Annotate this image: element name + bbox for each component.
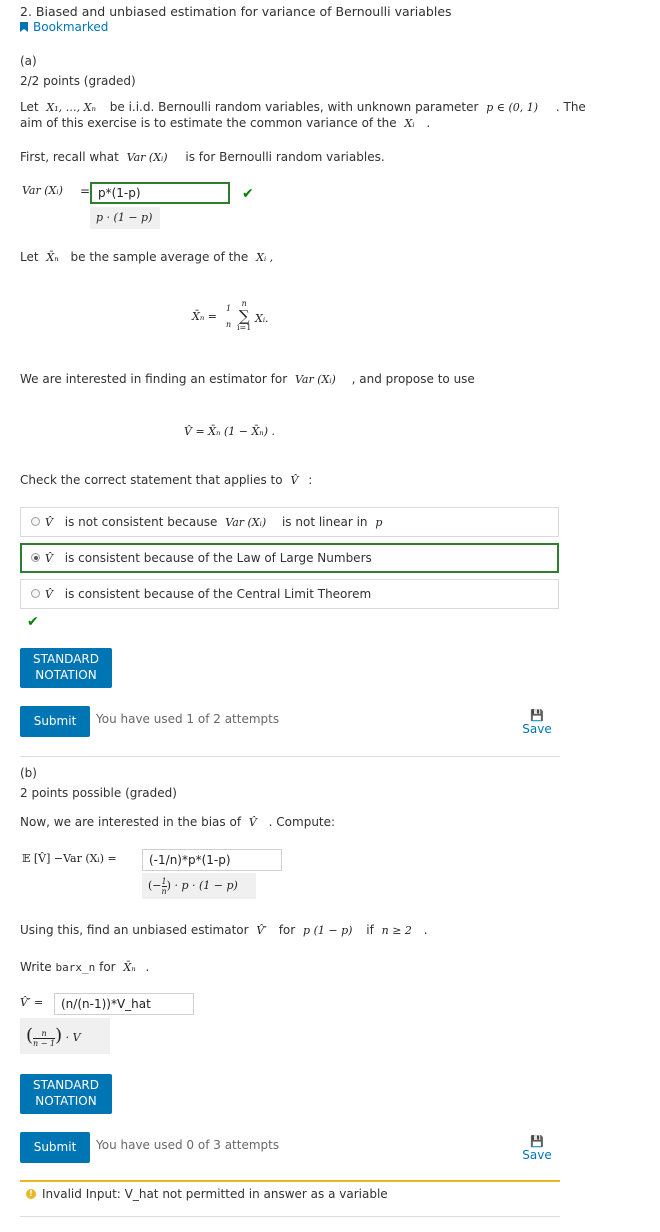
attempts-text: You have used 1 of 2 attempts — [96, 712, 280, 726]
radio-button[interactable] — [31, 517, 40, 526]
variance-answer-preview: p · (1 − p) — [90, 207, 160, 229]
standard-notation-button[interactable] — [20, 1074, 112, 1114]
unbiased-estimator-line — [20, 923, 428, 937]
part-b-intro-v-math: V̂ — [248, 816, 257, 829]
formula-frac-bot: n — [226, 320, 232, 329]
warning-text: Invalid Input: V_hat not permitted in answer as a variable — [42, 1187, 388, 1201]
estimator-var-math: Var (Xᵢ) — [294, 373, 336, 386]
section-divider — [20, 756, 560, 757]
save-button[interactable] — [518, 1136, 556, 1162]
choice-not-consistent[interactable] — [20, 507, 559, 537]
formula-fraction — [226, 304, 231, 330]
choice-central-limit-theorem[interactable] — [20, 579, 559, 609]
correct-check-icon: ✔ — [27, 614, 39, 630]
intro-line2-text: aim of this exercise is to estimate the common variance of the — [20, 116, 397, 130]
bookmark-toggle[interactable] — [20, 20, 108, 34]
part-a-intro-line1 — [20, 100, 586, 114]
check-v-math: V̂ — [290, 474, 299, 487]
write-code: barx_n — [55, 961, 96, 974]
sample-avg-text: Let — [20, 250, 39, 264]
unbiased-text: Using this, find an unbiased estimator — [20, 923, 249, 937]
unbiased-p-math: p (1 − p) — [303, 924, 353, 937]
unbiased-estimator-preview: ( $\frac{n}{n - 1}$ ) · V — [20, 1018, 110, 1054]
vprime-label: V̂′ = — [20, 996, 44, 1009]
notation-line2: NOTATION — [35, 668, 97, 682]
vprime-preview-rest: · V — [65, 1031, 81, 1044]
choice-v-math: V̂ — [45, 588, 53, 601]
choice-label: is consistent because of the Central Limit Theorem — [64, 587, 372, 601]
recall-line — [20, 150, 385, 164]
unbiased-estimator-input[interactable]: (n/(n-1))*V_hat — [54, 993, 194, 1015]
check-statement-line — [20, 473, 312, 487]
choice-text — [45, 551, 372, 565]
sample-average-line — [20, 250, 273, 264]
bias-answer-input[interactable]: (-1/n)*p*(1-p) — [142, 849, 282, 871]
write-text-2: for — [99, 960, 116, 974]
part-b-points: 2 points possible (graded) — [20, 786, 177, 800]
sample-avg-var-math: X̄ₙ — [46, 251, 59, 264]
notation-line1: STANDARD — [32, 1078, 100, 1092]
estimator-text-2: , and propose to use — [351, 372, 475, 386]
choice-v-math: V̂ — [45, 552, 53, 565]
attempts-text: You have used 0 of 3 attempts — [96, 1138, 280, 1152]
check-colon: : — [308, 473, 313, 487]
submit-button[interactable]: Submit — [20, 706, 90, 737]
choice-v-math: V̂ — [45, 516, 53, 529]
warning-message — [20, 1180, 560, 1206]
intro-text: Let — [20, 100, 39, 114]
sample-avg-xi-math: Xᵢ , — [256, 251, 274, 264]
bookmark-icon — [20, 22, 28, 32]
vprime-preview-fraction — [33, 1029, 55, 1048]
check-text: Check the correct statement that applies to — [20, 473, 283, 487]
part-a-points: 2/2 points (graded) — [20, 74, 136, 88]
notation-line2: NOTATION — [35, 1094, 97, 1108]
formula-lhs: X̄ₙ = — [192, 310, 218, 323]
intro-text-3: . The — [555, 100, 586, 114]
bookmark-label: Bookmarked — [33, 20, 109, 34]
notation-line1: STANDARD — [32, 652, 100, 666]
write-var-math: X̄ₙ — [123, 961, 136, 974]
write-instruction-line — [20, 960, 149, 974]
unbiased-cond-math: n ≥ 2 — [381, 924, 412, 937]
bias-answer-preview: (− $\frac{1}{n}$ ) · p · (1 − p) — [142, 873, 256, 899]
choice-var-math: Var (Xᵢ) — [225, 516, 267, 529]
write-dot: . — [145, 960, 150, 974]
bias-frac-top: 1 — [161, 876, 167, 886]
standard-notation-button[interactable] — [20, 648, 112, 688]
bias-label: 𝔼 [V̂] −Var (Xᵢ) = — [22, 852, 117, 865]
write-text: Write — [20, 960, 52, 974]
var-label: Var (Xᵢ) — [22, 184, 63, 197]
formula-summation — [237, 299, 251, 333]
radio-button-selected[interactable] — [31, 553, 40, 562]
choice-law-of-large-numbers[interactable] — [20, 543, 559, 573]
estimator-line — [20, 372, 475, 386]
unbiased-v-math: V̂′ — [256, 924, 267, 937]
save-label: Save — [522, 722, 552, 736]
part-b-intro-text-2: . Compute: — [268, 815, 336, 829]
intro-dot: . — [426, 116, 431, 130]
choice-label: is not consistent because — [64, 515, 218, 529]
problem-title: 2. Biased and unbiased estimation for variance of Bernoulli variables — [20, 4, 452, 19]
radio-button[interactable] — [31, 589, 40, 598]
part-b-label: (b) — [20, 766, 37, 780]
bias-frac-bot: n — [161, 886, 167, 896]
warning-icon: ! — [26, 1189, 36, 1199]
formula-sum-top: n — [241, 299, 247, 308]
bottom-divider — [20, 1216, 560, 1217]
equals-sign: = — [80, 184, 91, 198]
intro-xi-math: Xᵢ — [404, 117, 415, 130]
recall-text-2: is for Bernoulli random variables. — [185, 150, 385, 164]
estimator-formula: V̂ = X̄ₙ (1 − X̄ₙ) . — [184, 425, 276, 438]
formula-frac-top: 1 — [226, 304, 232, 313]
part-a-label: (a) — [20, 54, 37, 68]
recall-var-math: Var (Xᵢ) — [126, 151, 168, 164]
unbiased-text-3: if — [366, 923, 374, 937]
intro-text-2: be i.i.d. Bernoulli random variables, with unknown parameter — [109, 100, 479, 114]
bias-preview-rest: · p · (1 − p) — [174, 879, 238, 892]
choice-p-math: p — [375, 516, 383, 529]
save-label: Save — [522, 1148, 552, 1162]
formula-rhs: Xᵢ. — [255, 312, 269, 325]
vprime-frac-top: n — [41, 1028, 47, 1038]
vprime-frac-bot: n − 1 — [33, 1038, 56, 1048]
choice-label: is consistent because of the Law of Large Numbers — [64, 551, 372, 565]
choice-text — [45, 587, 371, 601]
part-a-intro-line2 — [20, 116, 430, 130]
part-b-intro — [20, 815, 335, 829]
intro-param-math: p ∈ (0, 1) — [486, 101, 539, 114]
save-icon: 💾 — [530, 709, 544, 722]
estimator-text: We are interested in finding an estimator for — [20, 372, 288, 386]
recall-text: First, recall what — [20, 150, 119, 164]
formula-sum-symbol: ∑ — [238, 307, 250, 325]
save-button[interactable] — [518, 710, 556, 736]
variance-answer-input[interactable]: p*(1-p) — [90, 182, 230, 204]
save-icon: 💾 — [530, 1135, 544, 1148]
choice-label-2: is not linear in — [281, 515, 368, 529]
formula-sum-bot: i=1 — [237, 323, 252, 332]
part-b-intro-text: Now, we are interested in the bias of — [20, 815, 242, 829]
sample-avg-text-2: be the sample average of the — [70, 250, 249, 264]
unbiased-dot: . — [423, 923, 428, 937]
submit-button[interactable]: Submit — [20, 1132, 90, 1163]
choice-text — [45, 515, 382, 529]
intro-vars-math: X₁, …, Xₙ — [46, 101, 96, 114]
correct-check-icon: ✔ — [242, 186, 254, 202]
unbiased-text-2: for — [278, 923, 296, 937]
